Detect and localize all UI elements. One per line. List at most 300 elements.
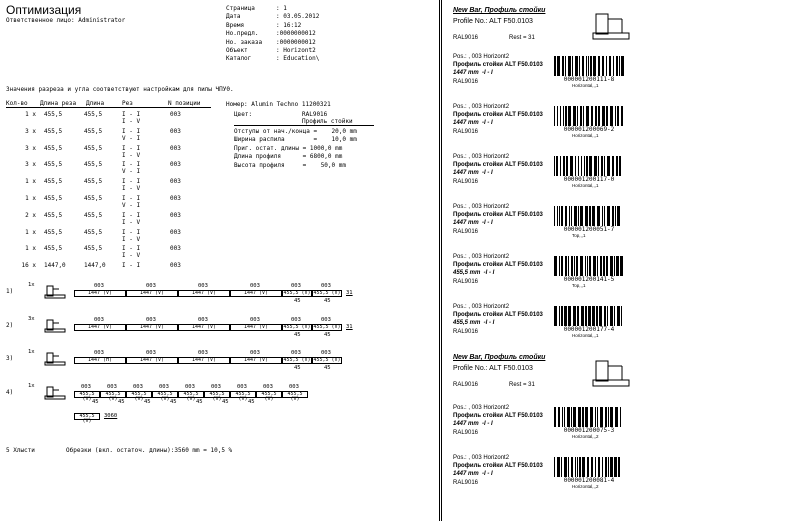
row-length: 455,5 xyxy=(84,178,103,186)
barcode-bar xyxy=(581,156,582,176)
piece-position-label: 003 xyxy=(211,384,221,390)
barcode-bar xyxy=(610,407,613,427)
barcode-bar xyxy=(588,56,589,76)
label-color: RAL9016 xyxy=(453,129,479,135)
barcode-bar xyxy=(604,206,605,226)
label-position: Pos.: , 003 Horizont2 xyxy=(453,254,510,260)
barcode-bar xyxy=(554,56,556,76)
piece-position-label: 003 xyxy=(81,384,91,390)
barcode-bar xyxy=(564,407,565,427)
rest-length: 31 xyxy=(346,290,353,296)
bar-header xyxy=(442,7,800,57)
barcode xyxy=(554,106,624,132)
piece-position-label: 003 xyxy=(94,283,104,289)
barcode-bar xyxy=(612,206,614,226)
barcode-bar xyxy=(604,156,605,176)
barcode-bar xyxy=(578,407,581,427)
table-row xyxy=(0,262,220,278)
label-profile: Профиль стойки ALT F50.0103 xyxy=(453,413,543,419)
row-length: 1447,0 xyxy=(84,262,106,270)
barcode xyxy=(554,156,624,182)
profile-number: Номер: Alumin Techno 11200321 xyxy=(226,101,331,108)
barcode-bar xyxy=(554,206,555,226)
barcode-bar xyxy=(614,256,615,276)
barcode-bar xyxy=(585,256,586,276)
barcode-bar xyxy=(606,106,608,126)
piece-position-label: 003 xyxy=(133,384,143,390)
profile-section-icon xyxy=(592,360,630,388)
barcode-bar xyxy=(607,306,608,326)
row-length: 455,5 xyxy=(84,245,103,253)
barcode-bar xyxy=(593,56,596,76)
row-cut-type-2: V - I xyxy=(122,134,141,142)
barcode-bar xyxy=(586,106,589,126)
barcode-bar xyxy=(617,206,620,226)
barcode-bar xyxy=(562,407,563,427)
piece-position-label: 003 xyxy=(291,350,301,356)
barcode-bar xyxy=(574,206,577,226)
label-color: RAL9016 xyxy=(453,480,479,486)
table-row xyxy=(0,111,220,127)
barcode-bar xyxy=(600,256,602,276)
label-position: Pos.: , 003 Horizont2 xyxy=(453,104,510,110)
row-cut-type: I - I xyxy=(122,262,141,270)
label-position: Pos.: , 003 Horizont2 xyxy=(453,455,510,461)
piece-box: 455,5 (V) xyxy=(256,391,282,398)
barcode-bar xyxy=(554,407,556,427)
barcode-number: 000001200141-5 xyxy=(554,276,624,283)
barcode-bar xyxy=(598,156,599,176)
barcode-bar xyxy=(593,256,596,276)
barcode-bar xyxy=(619,156,621,176)
row-cut-length: 455,5 xyxy=(44,127,63,135)
col-cut-length-header: Длина реза xyxy=(40,100,77,107)
piece-box: 455,5 (V) xyxy=(313,290,341,296)
barcode-bar xyxy=(596,306,598,326)
row-cut-type: I - I xyxy=(122,228,141,236)
barcode xyxy=(554,407,624,433)
barcode-bar xyxy=(578,156,579,176)
profile-section-icon xyxy=(592,13,630,41)
row-length: 455,5 xyxy=(84,195,103,202)
label-size: 1447 mm -I - I xyxy=(453,70,493,76)
barcode-bar xyxy=(561,206,563,226)
barcode-bar xyxy=(616,56,618,76)
piece-box: 1447 (V) xyxy=(178,324,230,331)
piece-box: 1447 (V) xyxy=(74,290,126,297)
meta-label: Время xyxy=(226,21,245,29)
new-bar-title: New Bar, Профиль стойки xyxy=(453,354,546,361)
row-cut-length: 455,5 xyxy=(44,161,63,169)
barcode-bar xyxy=(595,407,596,427)
barcode-bar xyxy=(621,56,624,76)
row-cut-type-2: V - I xyxy=(122,168,141,176)
barcode-bar xyxy=(621,306,622,326)
label-size: 455,5 mm -I - I xyxy=(453,270,495,276)
barcode-number: 000001200081-4 xyxy=(554,477,624,484)
label-profile: Профиль стойки ALT F50.0103 xyxy=(453,463,543,469)
barcode-bar xyxy=(582,56,584,76)
piece-box: 455,5 (V) xyxy=(313,324,341,330)
angle-label: 45 xyxy=(324,332,331,338)
profile-number: Profile No.: ALT F50.0103 xyxy=(453,365,533,372)
piece-box: 1447 (V) xyxy=(126,290,178,297)
piece-box: 1447 (V) xyxy=(230,357,282,364)
barcode-bar xyxy=(568,256,569,276)
barcode-bar xyxy=(582,407,584,427)
barcode-bar xyxy=(567,407,570,427)
barcode-number: 000001200051-7 xyxy=(554,226,624,233)
barcode-bar xyxy=(561,306,563,326)
label-color: RAL9016 xyxy=(453,329,479,335)
row-cut-type: I - I xyxy=(122,195,141,202)
bar-rest: Rest = 31 xyxy=(509,382,535,388)
barcode-bar xyxy=(554,457,555,477)
barcode-bar xyxy=(591,106,593,126)
label-color: RAL9016 xyxy=(453,229,479,235)
table-row xyxy=(0,128,220,144)
barcode-bar xyxy=(590,56,592,76)
table-row xyxy=(0,195,220,211)
barcode-bar xyxy=(600,407,603,427)
barcode-bar xyxy=(573,407,576,427)
row-position: 003 xyxy=(170,144,181,152)
label-position: Pos.: , 003 Horizont2 xyxy=(453,204,510,210)
barcode-bar xyxy=(617,106,619,126)
piece-position-label: 003 xyxy=(321,283,331,289)
row-cut-type: I - I xyxy=(122,111,141,118)
label-color: RAL9016 xyxy=(453,179,479,185)
barcode-bar xyxy=(605,457,607,477)
barcode-bar xyxy=(597,407,598,427)
angle-label: 45 xyxy=(248,399,255,405)
barcode-bar xyxy=(580,206,583,226)
barcode-bar xyxy=(595,457,596,477)
piece-box: 455,5 (V) xyxy=(283,357,311,363)
piece-box: 455,5 (V) xyxy=(204,391,230,398)
row-cut-length: 455,5 xyxy=(44,178,63,186)
row-cut-length: 455,5 xyxy=(44,211,63,219)
barcode-bar xyxy=(565,206,567,226)
piece-box: 455,5 (V) xyxy=(100,391,126,398)
barcode-bar xyxy=(579,56,580,76)
barcode-bar xyxy=(589,206,591,226)
row-cut-type: I - I xyxy=(122,144,141,152)
labels-page xyxy=(441,0,800,521)
barcode-bar xyxy=(585,306,587,326)
label-profile: Профиль стойки ALT F50.0103 xyxy=(453,312,543,318)
barcode-bar xyxy=(597,206,600,226)
barcode-bar xyxy=(573,306,576,326)
barcode-bar xyxy=(595,106,597,126)
row-position: 003 xyxy=(170,127,181,135)
barcode xyxy=(554,306,624,332)
barcode-bar xyxy=(558,407,560,427)
piece-position-label: 003 xyxy=(237,384,247,390)
row-cut-length: 455,5 xyxy=(44,144,63,152)
piece-box: 1447 (H) xyxy=(74,357,126,364)
row-cut-length: 1447,0 xyxy=(44,262,66,270)
bar-rest: Rest = 31 xyxy=(509,35,535,41)
label-size: 1447 mm -I - I xyxy=(453,220,493,226)
barcode-bar xyxy=(554,106,555,126)
barcode-bar xyxy=(565,256,567,276)
offcut-summary: Обрезки (вкл. остаточ. длины):3560 mm = 10,5 % xyxy=(66,447,233,454)
barcode-bar xyxy=(601,156,603,176)
barcode-bar xyxy=(568,306,571,326)
barcode-bar xyxy=(562,56,564,76)
label-sub: Top,,,1 xyxy=(572,233,586,238)
barcode-bar xyxy=(579,457,581,477)
info-rule xyxy=(234,125,374,126)
row-qty: 1 x xyxy=(25,111,36,118)
barcode-bar xyxy=(575,56,578,76)
label-sub: Horizontal,,,1 xyxy=(572,133,599,138)
barcode-bar xyxy=(560,156,561,176)
row-cut-type: I - I xyxy=(122,178,141,186)
angle-label: 45 xyxy=(196,399,203,405)
piece-label xyxy=(442,104,800,152)
label-color: RAL9016 xyxy=(453,430,479,436)
barcode-bar xyxy=(569,206,570,226)
row-cut-type-2: I - V xyxy=(122,252,141,260)
barcode-bar xyxy=(607,206,610,226)
barcode-bar xyxy=(571,457,573,477)
row-cut-type-2: I - V xyxy=(122,218,141,226)
meta-value: : Education\ xyxy=(276,55,320,63)
barcode-bar xyxy=(616,256,619,276)
barcode-bar xyxy=(618,457,620,477)
profile-section-icon xyxy=(44,284,66,298)
cutting-bar xyxy=(0,383,440,423)
barcode-bar xyxy=(577,306,579,326)
piece-position-label: 003 xyxy=(291,317,301,323)
row-position: 003 xyxy=(170,262,181,270)
row-qty: 3 x xyxy=(25,161,36,169)
parameter-line: Длина профиля = 6800,0 mm xyxy=(234,153,343,161)
label-profile: Профиль стойки ALT F50.0103 xyxy=(453,212,543,218)
meta-label: Но.предл. xyxy=(226,30,259,38)
profile-section-icon xyxy=(44,351,66,365)
row-cut-type-2: I - V xyxy=(122,118,141,125)
col-length-header: Длина xyxy=(86,100,105,107)
row-cut-type-2: I - V xyxy=(122,235,141,243)
barcode-bar xyxy=(573,106,576,126)
meta-label: Объект xyxy=(226,47,248,54)
piece-position-label: 003 xyxy=(250,283,260,289)
barcode-bar xyxy=(614,306,615,326)
barcode-bar xyxy=(602,457,603,477)
barcode-bar xyxy=(583,106,584,126)
piece-box: 455,5 (V) xyxy=(152,391,178,398)
piece-position-label: 003 xyxy=(94,350,104,356)
piece-position-label: 003 xyxy=(107,384,117,390)
meta-label: Страница xyxy=(226,5,255,12)
piece-box: 1447 (V) xyxy=(230,290,282,297)
label-position: Pos.: , 003 Horizont2 xyxy=(453,304,510,310)
table-row xyxy=(0,245,220,261)
row-qty: 2 x xyxy=(25,211,36,219)
piece-box: 455,5 (V) xyxy=(230,391,256,398)
barcode-bar xyxy=(560,106,561,126)
label-sub: Horizontal,,,2 xyxy=(572,484,599,489)
barcode-bar xyxy=(607,156,610,176)
barcode-bar xyxy=(609,56,611,76)
row-cut-length: 455,5 xyxy=(44,228,63,236)
barcode-bar xyxy=(578,206,579,226)
label-sub: Horizontal,,,1 xyxy=(572,83,599,88)
label-size: 1447 mm -I - I xyxy=(453,421,493,427)
bar-multiplier: 1x xyxy=(28,282,35,288)
barcode-bar xyxy=(620,407,621,427)
row-position: 003 xyxy=(170,245,181,253)
row-cut-length: 455,5 xyxy=(44,245,63,253)
piece-label xyxy=(442,455,800,503)
barcode-number: 000001200075-3 xyxy=(554,427,624,434)
piece-box: 1447 (V) xyxy=(74,324,126,331)
row-position: 003 xyxy=(170,228,181,236)
row-position: 003 xyxy=(170,178,181,186)
piece-position-label: 003 xyxy=(198,317,208,323)
barcode-bar xyxy=(557,106,558,126)
angle-label: 45 xyxy=(144,399,151,405)
row-position: 003 xyxy=(170,195,181,202)
piece-box: 1447 (V) xyxy=(126,324,178,331)
row-qty: 1 x xyxy=(25,228,36,236)
row-cut-type: I - I xyxy=(122,245,141,253)
piece-position-label: 003 xyxy=(198,283,208,289)
barcode-bar xyxy=(617,306,620,326)
meta-value: : Horizont2 xyxy=(276,47,316,54)
color-value: RAL9016 xyxy=(302,111,328,118)
angle-label: 45 xyxy=(118,399,125,405)
meta-label: Каталог xyxy=(226,55,252,63)
piece-position-label: 003 xyxy=(159,384,169,390)
row-position: 003 xyxy=(170,211,181,219)
label-sub: Horizontal,,,1 xyxy=(572,333,599,338)
piece-label xyxy=(442,204,800,252)
piece-label xyxy=(442,254,800,302)
row-cut-length: 455,5 xyxy=(44,111,63,118)
label-sub: Horizontal,,,2 xyxy=(572,434,599,439)
bar-multiplier: 3x xyxy=(28,316,35,322)
bar-number: 1) xyxy=(6,288,14,295)
label-sub: Horizontal,,,1 xyxy=(572,183,599,188)
label-sub: Top,,,1 xyxy=(572,283,586,288)
piece-box: 455,5 (V) xyxy=(283,290,311,296)
report-title: Оптимизация xyxy=(6,3,82,17)
piece-position-label: 003 xyxy=(291,283,301,289)
table-row xyxy=(0,212,220,228)
meta-value: : 03.05.2012 xyxy=(276,13,320,21)
barcode-bar xyxy=(587,256,588,276)
barcode-bar xyxy=(605,407,607,427)
piece-label xyxy=(442,405,800,453)
piece-box: 455,5 (V) xyxy=(178,391,204,398)
row-cut-type: I - I xyxy=(122,127,141,135)
piece-position-label: 003 xyxy=(321,317,331,323)
barcode-bar xyxy=(594,156,597,176)
barcode-bar xyxy=(554,156,555,176)
parameter-line: Отступы от нач./конца = 20,0 mm xyxy=(234,128,357,135)
row-qty: 1 x xyxy=(25,195,36,202)
barcode-bar xyxy=(590,407,593,427)
bar-color: RAL9016 xyxy=(453,382,479,388)
label-profile: Профиль стойки ALT F50.0103 xyxy=(453,62,543,68)
barcode-bar xyxy=(598,106,600,126)
piece-label xyxy=(442,304,800,352)
label-position: Pos.: , 003 Horizont2 xyxy=(453,154,510,160)
label-profile: Профиль стойки ALT F50.0103 xyxy=(453,262,543,268)
barcode-bar xyxy=(563,156,565,176)
row-cut-type: I - I xyxy=(122,161,141,169)
row-length: 455,5 xyxy=(84,111,103,118)
row-length: 455,5 xyxy=(84,211,103,219)
piece-position-label: 003 xyxy=(94,317,104,323)
barcode-bar xyxy=(602,106,605,126)
piece-position-label: 003 xyxy=(185,384,195,390)
barcode-bar xyxy=(610,256,613,276)
piece-box: 1447 (V) xyxy=(230,324,282,331)
barcode-bar xyxy=(581,306,584,326)
row-qty: 3 x xyxy=(25,127,36,135)
bar-number: 4) xyxy=(6,389,14,396)
row-qty: 16 x xyxy=(21,262,36,270)
barcode-bar xyxy=(597,256,598,276)
barcode-bar xyxy=(559,306,560,326)
row-position: 003 xyxy=(170,161,181,169)
barcode-bar xyxy=(565,56,566,76)
bar-multiplier: 1x xyxy=(28,349,35,355)
label-position: Pos.: , 003 Horizont2 xyxy=(453,54,510,60)
barcode-bar xyxy=(568,56,571,76)
bar-number: 3) xyxy=(6,355,14,362)
table-row xyxy=(0,161,220,177)
barcode-bar xyxy=(602,56,604,76)
new-bar-title: New Bar, Профиль стойки xyxy=(453,7,546,14)
barcode-bar xyxy=(616,156,618,176)
barcode-bar xyxy=(606,56,607,76)
responsible-person: Ответственное лицо: Administrator xyxy=(6,17,126,24)
barcode-bar xyxy=(608,407,609,427)
barcode-bar xyxy=(610,457,613,477)
piece-box: 1447 (V) xyxy=(178,290,230,297)
row-length: 455,5 xyxy=(84,161,103,169)
label-color: RAL9016 xyxy=(453,79,479,85)
barcode-bar xyxy=(574,256,575,276)
row-cut-type-2: I - V xyxy=(122,151,141,159)
angle-label: 45 xyxy=(170,399,177,405)
barcode-bar xyxy=(565,106,567,126)
profile-section-icon xyxy=(44,318,66,332)
barcode-bar xyxy=(575,156,576,176)
angle-label: 45 xyxy=(222,399,229,405)
barcode-bar xyxy=(568,106,571,126)
barcode-number: 000001200111-8 xyxy=(554,76,624,83)
barcode-bar xyxy=(598,457,600,477)
barcode-bar xyxy=(580,106,582,126)
barcode-bar xyxy=(587,457,589,477)
barcode-bar xyxy=(586,56,587,76)
piece-box: 455,5 (V) xyxy=(283,324,311,330)
barcode-bar xyxy=(610,106,613,126)
piece-position-label: 003 xyxy=(198,350,208,356)
barcode xyxy=(554,457,624,483)
barcode-bar xyxy=(592,206,595,226)
meta-value: : 16:12 xyxy=(276,21,302,29)
barcode-bar xyxy=(602,206,603,226)
piece-position-label: 003 xyxy=(250,317,260,323)
